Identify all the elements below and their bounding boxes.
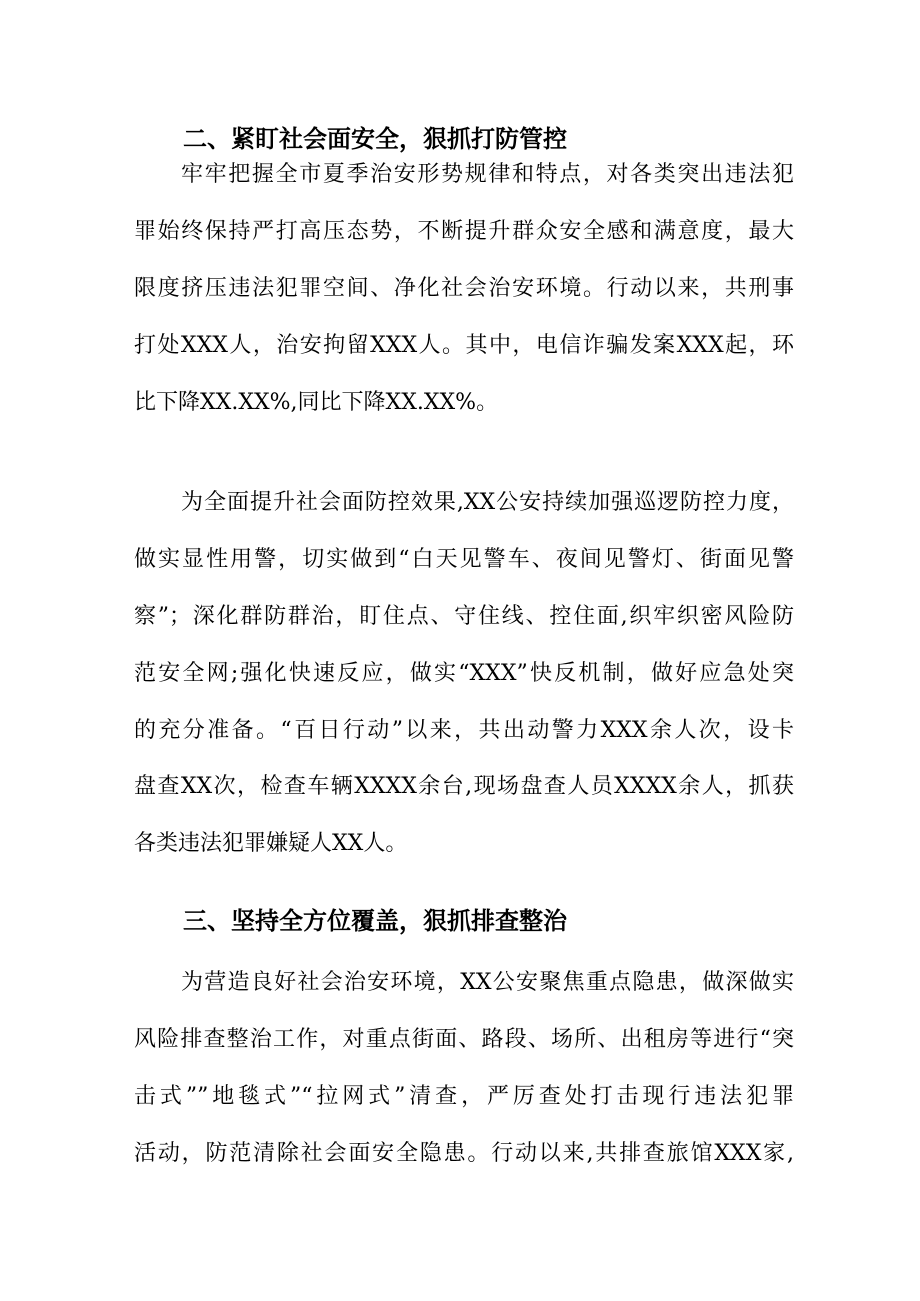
paragraph-line: 活动，防范清除社会面安全隐患。行动以来,共排查旅馆XXX家,	[134, 1140, 794, 1166]
paragraph-line: 为营造良好社会治安环境，XX公安聚焦重点隐患，做深做实	[181, 970, 794, 995]
paragraph-line: 打处XXX人，治安拘留XXX人。其中，电信诈骗发案XXX起，环	[134, 332, 794, 358]
section-heading-2: 二、紧盯社会面安全，狠抓打防管控	[183, 125, 567, 153]
paragraph-line: 盘查XX次，检查车辆XXXX余台,现场盘查人员XXXX余人，抓获	[134, 774, 794, 800]
paragraph-line: 察”；深化群防群治，盯住点、守住线、控住面,织牢织密风险防	[134, 603, 794, 629]
paragraph-line: 为全面提升社会面防控效果,XX公安持续加强巡逻防控力度，	[181, 490, 794, 515]
paragraph-line: 比下降XX.XX%,同比下降XX.XX%。	[134, 389, 499, 415]
paragraph-2	[134, 485, 794, 883]
paragraph-line: 牢牢把握全市夏季治安形势规律和特点，对各类突出违法犯	[181, 162, 794, 187]
paragraph-line: 风险排查整治工作，对重点街面、路段、场所、出租房等进行“突	[134, 1026, 794, 1052]
paragraph-line: 各类违法犯罪嫌疑人XX人。	[134, 831, 408, 857]
paragraph-3	[134, 965, 794, 1193]
paragraph-1	[134, 157, 794, 441]
paragraph-line: 做实显性用警，切实做到“白天见警车、夜间见警灯、街面见警	[134, 546, 794, 572]
paragraph-line: 的充分准备。“百日行动”以来，共出动警力XXX余人次，设卡	[134, 717, 794, 743]
paragraph-line: 范安全网;强化快速反应，做实“XXX”快反机制，做好应急处突	[134, 660, 794, 686]
paragraph-line: 限度挤压违法犯罪空间、净化社会治安环境。行动以来，共刑事	[134, 275, 794, 301]
paragraph-line: 击式””地毯式”“拉网式”清查，严厉查处打击现行违法犯罪	[134, 1083, 794, 1109]
paragraph-line: 罪始终保持严打高压态势，不断提升群众安全感和满意度，最大	[134, 218, 794, 244]
section-heading-3: 三、坚持全方位覆盖，狠抓排查整治	[183, 907, 567, 935]
